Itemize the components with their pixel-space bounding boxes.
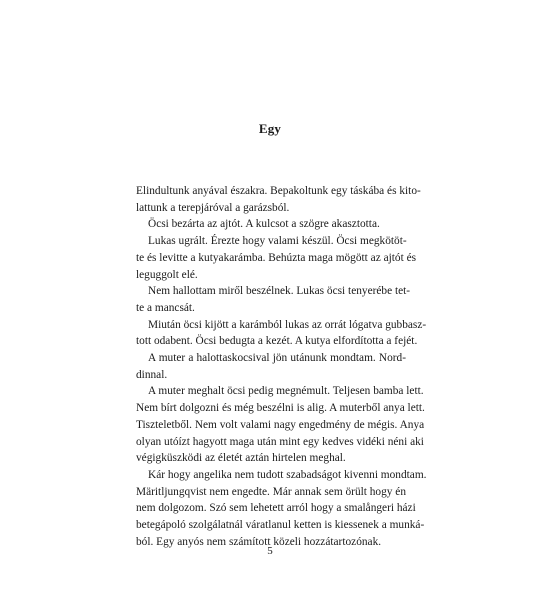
text-line: betegápoló szolgálatnál váratlanul ketten is kiessenek a munká- [136, 519, 425, 532]
text-line: tott odabent. Öcsi bedugta a kezét. A kutya elfordította a fejét. [136, 335, 418, 348]
text-line: nem dolgozom. Szó sem lehetett arról hogy a smalångeri házi [136, 502, 416, 515]
text-line: te a mancsát. [136, 301, 195, 314]
text-line: Märitljungqvist nem engedte. Már annak sem örült hogy én [136, 485, 406, 498]
text-line: Nem bírt dolgozni és még beszélni is alig. A muterből anya lett. [136, 402, 425, 415]
text-line: Miután öcsi kijött a karámból lukas az orrát lógatva gubbasz- [148, 318, 427, 331]
page-number: 5 [267, 545, 273, 557]
text-line: leguggolt elé. [136, 268, 198, 281]
text-line: Öcsi bezárta az ajtót. A kulcsot a szögre akasztotta. [148, 218, 380, 231]
text-line: lattunk a terepjáróval a garázsból. [136, 201, 290, 214]
text-line: Lukas ugrált. Érezte hogy valami készül. Öcsi megkötöt- [148, 235, 407, 248]
text-line: dinnal. [136, 368, 168, 381]
text-line: Elindultunk anyával északra. Bepakoltunk egy táskába és kito- [136, 185, 421, 197]
text-line: A muter meghalt öcsi pedig megnémult. Teljesen bamba lett. [148, 385, 424, 398]
text-line: te és levitte a kutyakarámba. Behúzta maga mögött az ajtót és [136, 251, 417, 264]
text-line: ból. Egy anyós nem számított közeli hozzátartozónak. [136, 535, 382, 548]
body-text [136, 183, 427, 550]
text-line: olyan utóízt hagyott maga után mint egy kedves vidéki néni aki [136, 435, 424, 448]
text-line: végigküszködi az életét aztán hirtelen meghal. [136, 452, 346, 465]
text-line: Tiszteletből. Nem volt valami nagy engedmény de mégis. Anya [136, 418, 425, 431]
text-line: A muter a halottaskocsival jön utánunk mondtam. Nord- [148, 352, 406, 365]
text-line: Kár hogy angelika nem tudott szabadságot kivenni mondtam. [148, 468, 427, 481]
text-line: Nem hallottam miről beszélnek. Lukas öcsi tenyerébe tet- [148, 285, 411, 298]
chapter-title: Egy [258, 121, 282, 136]
